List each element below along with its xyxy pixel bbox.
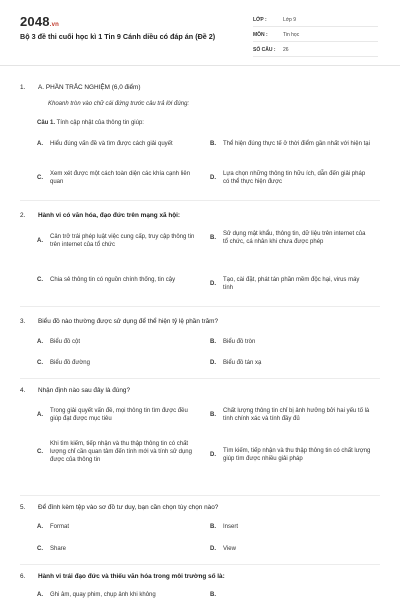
option-letter: A.: [37, 339, 43, 345]
option-5a[interactable]: [37, 523, 198, 531]
option-letter: B.: [210, 524, 216, 530]
document-title: Bộ 3 đề thi cuối học kì 1 Tin 9 Cánh diều có đáp án (Đề 2): [20, 32, 216, 41]
option-6a[interactable]: [37, 591, 198, 599]
question-number: 3.: [20, 318, 26, 325]
option-text: Trong giải quyết vấn đề, mọi thông tin tìm được đều giúp đạt được mục tiêu: [50, 408, 188, 423]
divider: [20, 564, 380, 565]
option-text: Khi tìm kiếm, tiếp nhận và thu thập thông tin có chất lượng chỉ cần quan tâm đến tính mới và tính sử dụng được của thông tin: [50, 441, 192, 464]
option-4c[interactable]: [37, 440, 198, 465]
option-letter: D.: [210, 546, 216, 552]
question-text: Hành vi có văn hóa, đạo đức trên mạng xã hội:: [38, 212, 181, 219]
question-number: 1.: [20, 84, 26, 91]
option-letter: A.: [37, 141, 43, 147]
meta-row-count: [253, 44, 378, 57]
option-letter: D.: [210, 281, 216, 288]
option-3d[interactable]: [210, 359, 371, 367]
option-letter: A.: [37, 524, 43, 530]
option-letter: C.: [37, 360, 43, 366]
meta-label: LỚP :: [253, 17, 267, 23]
question-text: A. PHẦN TRẮC NGHIỆM (6,0 điểm): [38, 84, 141, 91]
divider: [20, 495, 380, 496]
option-text: Format: [50, 524, 70, 530]
sub-question: [37, 120, 144, 126]
option-letter: B.: [210, 412, 216, 419]
option-5c[interactable]: [37, 545, 198, 553]
option-text: Sử dụng mật khẩu, thông tin, dữ liệu trên internet của tổ chức, cá nhân khi chưa được phép: [223, 231, 366, 246]
option-5d[interactable]: [210, 545, 371, 553]
option-6b[interactable]: [210, 591, 371, 599]
meta-label: SỐ CÂU :: [253, 47, 276, 53]
sub-question-label: Câu 1.: [37, 120, 56, 126]
option-text: Tạo, cài đặt, phát tán phần mềm độc hại, virus máy tính: [223, 277, 360, 292]
option-letter: A.: [37, 592, 43, 598]
question-text: Biểu đồ nào thường được sử dụng để thể hiện tỷ lệ phần trăm?: [38, 318, 219, 325]
question-text: Nhận định nào sau đây là đúng?: [38, 387, 131, 394]
option-text: Xem xét được một cách toàn diện các khía cạnh liên quan: [50, 171, 191, 186]
question-instruction: Khoanh tròn vào chữ cái đứng trước câu trả lời đúng:: [48, 101, 190, 107]
divider: [20, 200, 380, 201]
logo-suffix: .vn: [49, 22, 60, 28]
site-logo[interactable]: [20, 14, 59, 29]
logo-main: 2048: [20, 14, 50, 29]
option-text: Biểu đồ đường: [50, 360, 90, 366]
option-text: Ghi âm, quay phim, chụp ảnh khi không: [50, 592, 156, 598]
question-number: 5.: [20, 504, 26, 511]
sub-question-text: Tính cập nhật của thông tin giúp:: [56, 120, 144, 126]
option-3a[interactable]: [37, 338, 198, 346]
meta-value: Lớp 9: [283, 17, 297, 23]
question-text: Để đính kèm tệp vào sơ đồ tư duy, bạn cần chọn tùy chọn nào?: [38, 504, 219, 511]
option-2d[interactable]: [210, 276, 371, 292]
meta-row-class: [253, 14, 378, 27]
page-header: [0, 0, 400, 66]
option-4d[interactable]: [210, 447, 371, 463]
option-2b[interactable]: [210, 230, 371, 246]
option-letter: A.: [37, 412, 43, 419]
option-letter: D.: [210, 360, 216, 366]
option-3b[interactable]: [210, 338, 371, 346]
question-6-header: [20, 573, 225, 580]
option-letter: B.: [210, 339, 216, 345]
option-letter: B.: [210, 592, 216, 598]
question-3-header: [20, 318, 218, 325]
option-letter: D.: [210, 175, 216, 182]
option-text: Hiểu đúng vấn đề và tìm được cách giải quyết: [50, 141, 173, 147]
option-text: Tìm kiếm, tiếp nhận và thu thập thông tin có chất lượng giúp tìm được nhiều giải pháp: [223, 448, 371, 463]
option-1c[interactable]: [37, 170, 198, 186]
option-letter: B.: [210, 235, 216, 242]
option-letter: C.: [37, 546, 43, 552]
option-2a[interactable]: [37, 233, 198, 249]
question-2-header: [20, 212, 180, 219]
question-list: [0, 66, 400, 600]
option-letter: B.: [210, 141, 216, 147]
option-1b[interactable]: [210, 140, 371, 148]
option-4b[interactable]: [210, 407, 371, 423]
question-1-header: [20, 84, 141, 91]
question-number: 2.: [20, 212, 26, 219]
option-text: Lựa chọn những thông tin hữu ích, dẫn đến giải pháp có thể thực hiện được: [223, 171, 366, 186]
meta-value: Tin học: [283, 32, 300, 38]
option-text: Chất lượng thông tin chỉ bị ảnh hưởng bởi hai yếu tố là tính chính xác và tính đầy đủ: [223, 408, 370, 423]
option-1a[interactable]: [37, 140, 198, 148]
question-5-header: [20, 504, 218, 511]
option-letter: D.: [210, 452, 216, 459]
option-4a[interactable]: [37, 407, 198, 423]
meta-row-subject: [253, 29, 378, 42]
meta-value: 26: [283, 47, 289, 53]
question-number: 6.: [20, 573, 26, 580]
option-text: Share: [50, 546, 67, 552]
divider: [20, 378, 380, 379]
option-text: Chia sẻ thông tin có nguồn chính thống, tin cậy: [50, 277, 176, 283]
option-1d[interactable]: [210, 170, 371, 186]
option-text: Biểu đồ tán xạ: [223, 360, 262, 366]
option-text: Biểu đồ cột: [50, 339, 81, 345]
option-text: Biểu đồ tròn: [223, 339, 256, 345]
option-letter: C.: [37, 449, 43, 456]
option-text: View: [223, 546, 236, 552]
question-text: Hành vi trái đạo đức và thiếu văn hóa trong môi trường số là:: [38, 573, 225, 580]
option-text: Cản trở trái phép luật việc cung cấp, truy cập thông tin trên internet của tổ chức: [50, 234, 195, 249]
question-number: 4.: [20, 387, 26, 394]
document-meta: [253, 14, 378, 59]
option-letter: C.: [37, 175, 43, 182]
option-text: Thể hiện đúng thực tế ở thời điểm gần nhất với hiện tại: [223, 141, 370, 147]
meta-label: MÔN :: [253, 32, 268, 38]
option-2c[interactable]: [37, 276, 198, 284]
divider: [20, 306, 380, 307]
option-text: Insert: [223, 524, 239, 530]
option-5b[interactable]: [210, 523, 371, 531]
option-letter: C.: [37, 277, 43, 283]
option-letter: A.: [37, 238, 43, 245]
option-3c[interactable]: [37, 359, 198, 367]
question-4-header: [20, 387, 130, 394]
